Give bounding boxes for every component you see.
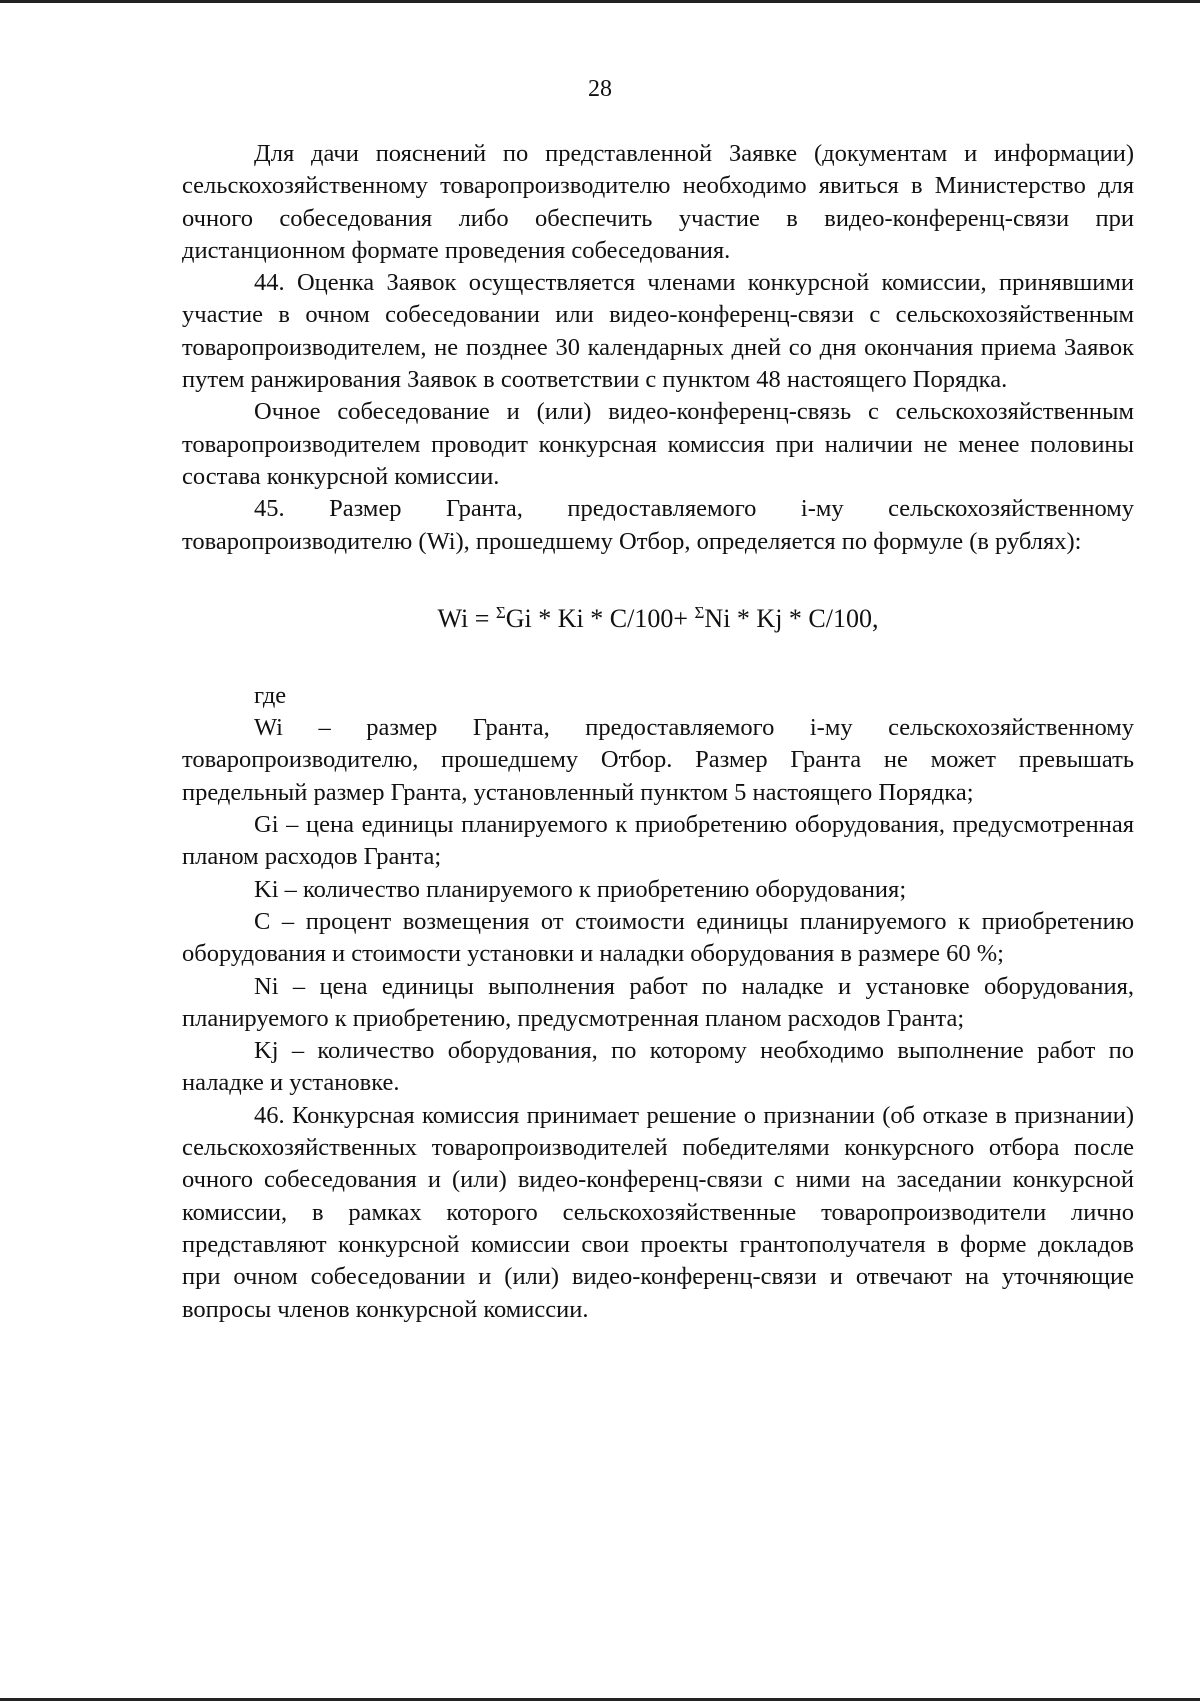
formula-term-1: Gi * Ki * C/100+ bbox=[505, 603, 695, 633]
definition-kj: Kj – количество оборудования, по которому необходимо выполнение работ по наладке и установке. bbox=[182, 1037, 1134, 1097]
paragraph-where: где bbox=[254, 681, 287, 709]
formula-sigma-1: Σ bbox=[495, 602, 506, 622]
paragraph-clarification: Для дачи пояснений по представленной Заявке (документам и информации) сельскохозяйственному товаропроизводителю необходимо явиться в Министерство для очного собеседования либо обеспечить участие в видео-конференц-связи при дистанционном формате проведения собеседования. bbox=[182, 140, 1134, 264]
definition-gi: Gi – цена единицы планируемого к приобретению оборудования, предусмотренная планом расходов Гранта; bbox=[182, 811, 1134, 871]
scan-edge-top bbox=[0, 0, 1200, 3]
scan-edge-bottom bbox=[0, 1698, 1200, 1701]
paragraph-interview-quorum: Очное собеседование и (или) видео-конференц-связь с сельскохозяйственным товаропроизводителем проводит конкурсная комиссия при наличии не менее половины состава конкурсной комиссии. bbox=[182, 398, 1134, 490]
grant-formula bbox=[182, 602, 1134, 636]
formula-sigma-2: Σ bbox=[694, 602, 705, 622]
formula-lhs: Wi = bbox=[437, 603, 496, 633]
definition-ni: Ni – цена единицы выполнения работ по наладке и установке оборудования, планируемого к приобретению, предусмотренная планом расходов Гранта; bbox=[182, 972, 1134, 1032]
paragraph-45-grant-size: 45. Размер Гранта, предоставляемого i-му сельскохозяйственному товаропроизводителю (Wi), прошедшему Отбор, определяется по формуле (в рублях): bbox=[182, 495, 1134, 555]
paragraph-44-evaluation: 44. Оценка Заявок осуществляется членами конкурсной комиссии, принявшими участие в очном собеседовании или видео-конференц-связи с сельскохозяйственным товаропроизводителем, не позднее 30 календарных дней со дня окончания приема Заявок путем ранжирования Заявок в соответствии с пунктом 48 настоящего Порядка. bbox=[182, 269, 1134, 394]
paragraph-46-decision: 46. Конкурсная комиссия принимает решение о признании (об отказе в признании) сельскохозяйственных товаропроизводителей победителями конкурсного отбора после очного собеседования и (или) видео-конференц-связи с ними на заседании конкурсной комиссии, в рамках которого сельскохозяйственные товаропроизводители лично представляют конкурсной комиссии свои проекты грантополучателя в форме докладов при очном собеседовании и (или) видео-конференц-связи и отвечают на уточняющие вопросы членов конкурсной комиссии. bbox=[182, 1101, 1134, 1323]
definition-c: C – процент возмещения от стоимости единицы планируемого к приобретению оборудования и стоимости установки и наладки оборудования в размере 60 %; bbox=[182, 907, 1134, 968]
page-number: 28 bbox=[588, 76, 612, 102]
definition-wi: Wi – размер Гранта, предоставляемого i-му сельскохозяйственному товаропроизводителю, прошедшему Отбор. Размер Гранта не может превышать предельный размер Гранта, установленный пунктом 5 настоящего Порядка; bbox=[182, 714, 1134, 806]
definition-ki: Ki – количество планируемого к приобретению оборудования; bbox=[254, 875, 907, 903]
formula-term-2: Ni * Kj * C/100, bbox=[704, 603, 879, 633]
document-body bbox=[182, 138, 1134, 1326]
